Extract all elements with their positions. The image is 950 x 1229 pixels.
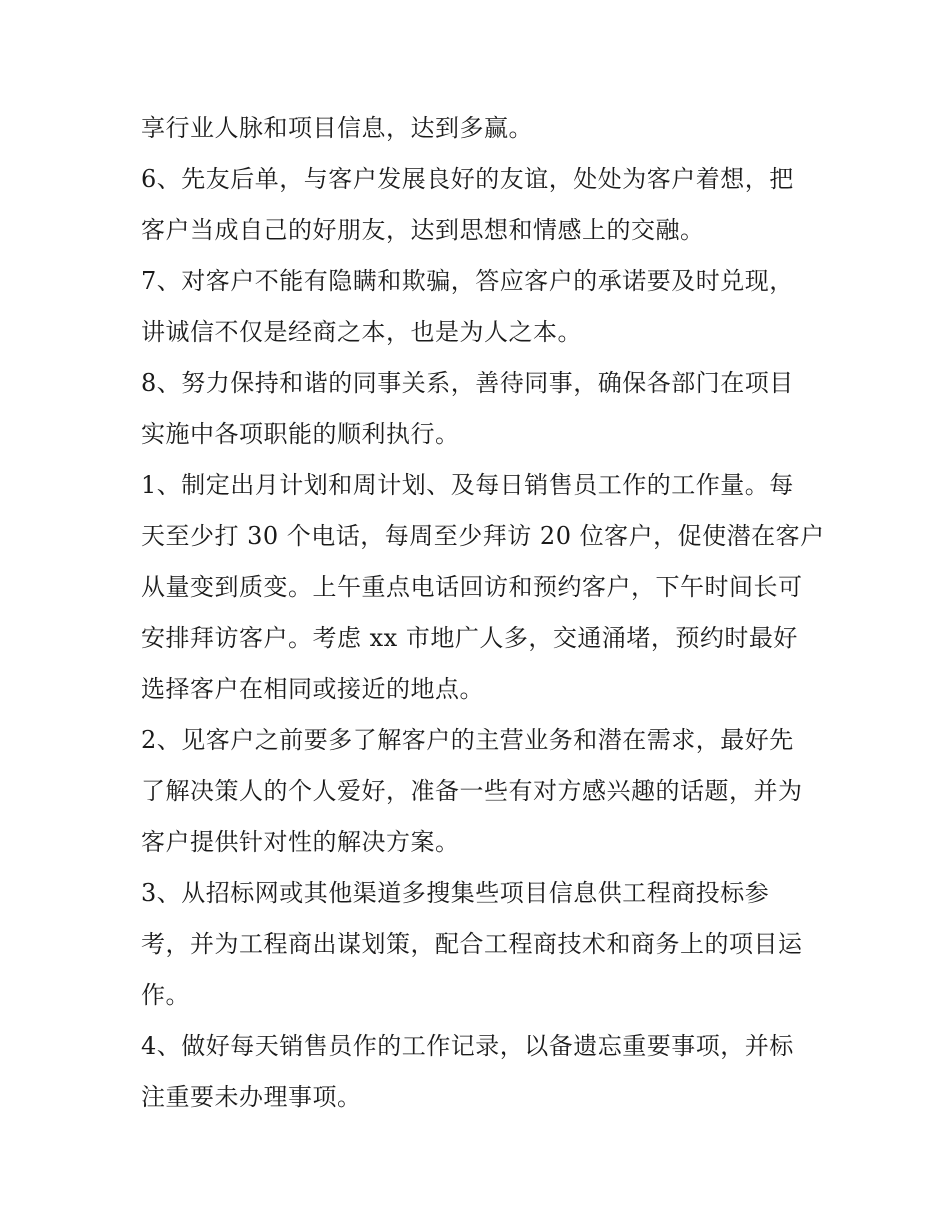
text-line: 选择客户在相同或接近的地点。 [141, 675, 484, 703]
text-line: 客户提供针对性的解决方案。 [141, 828, 460, 856]
text-line: 1、制定出月计划和周计划、及每日销售员工作的工作量。每 [141, 471, 794, 499]
text-line: 3、从招标网或其他渠道多搜集些项目信息供工程商投标参 [141, 879, 770, 907]
text-line: 讲诚信不仅是经商之本，也是为人之本。 [141, 318, 582, 346]
text-line: 注重要未办理事项。 [141, 1083, 362, 1111]
text-line: 了解决策人的个人爱好，准备一些有对方感兴趣的话题，并为 [141, 777, 803, 805]
text-line: 享行业人脉和项目信息，达到多赢。 [141, 114, 533, 142]
text-line: 客户当成自己的好朋友，达到思想和情感上的交融。 [141, 216, 705, 244]
text-line: 天至少打 30 个电话，每周至少拜访 20 位客户，促使潜在客户 [141, 522, 825, 550]
text-line: 6、先友后单，与客户发展良好的友谊，处处为客户着想，把 [141, 165, 794, 193]
document-body [141, 103, 825, 1123]
text-line: 4、做好每天销售员作的工作记录，以备遗忘重要事项，并标 [141, 1032, 794, 1060]
text-line: 2、见客户之前要多了解客户的主营业务和潜在需求，最好先 [141, 726, 794, 754]
text-line: 8、努力保持和谐的同事关系，善待同事，确保各部门在项目 [141, 369, 794, 397]
text-line: 实施中各项职能的顺利执行。 [141, 420, 460, 448]
text-line: 作。 [141, 981, 190, 1009]
text-line: 从量变到质变。上午重点电话回访和预约客户，下午时间长可 [141, 573, 803, 601]
text-line: 安排拜访客户。考虑 xx 市地广人多，交通涌堵，预约时最好 [141, 624, 798, 652]
text-line: 7、对客户不能有隐瞒和欺骗，答应客户的承诺要及时兑现， [141, 267, 794, 295]
text-line: 考，并为工程商出谋划策，配合工程商技术和商务上的项目运 [141, 930, 803, 958]
